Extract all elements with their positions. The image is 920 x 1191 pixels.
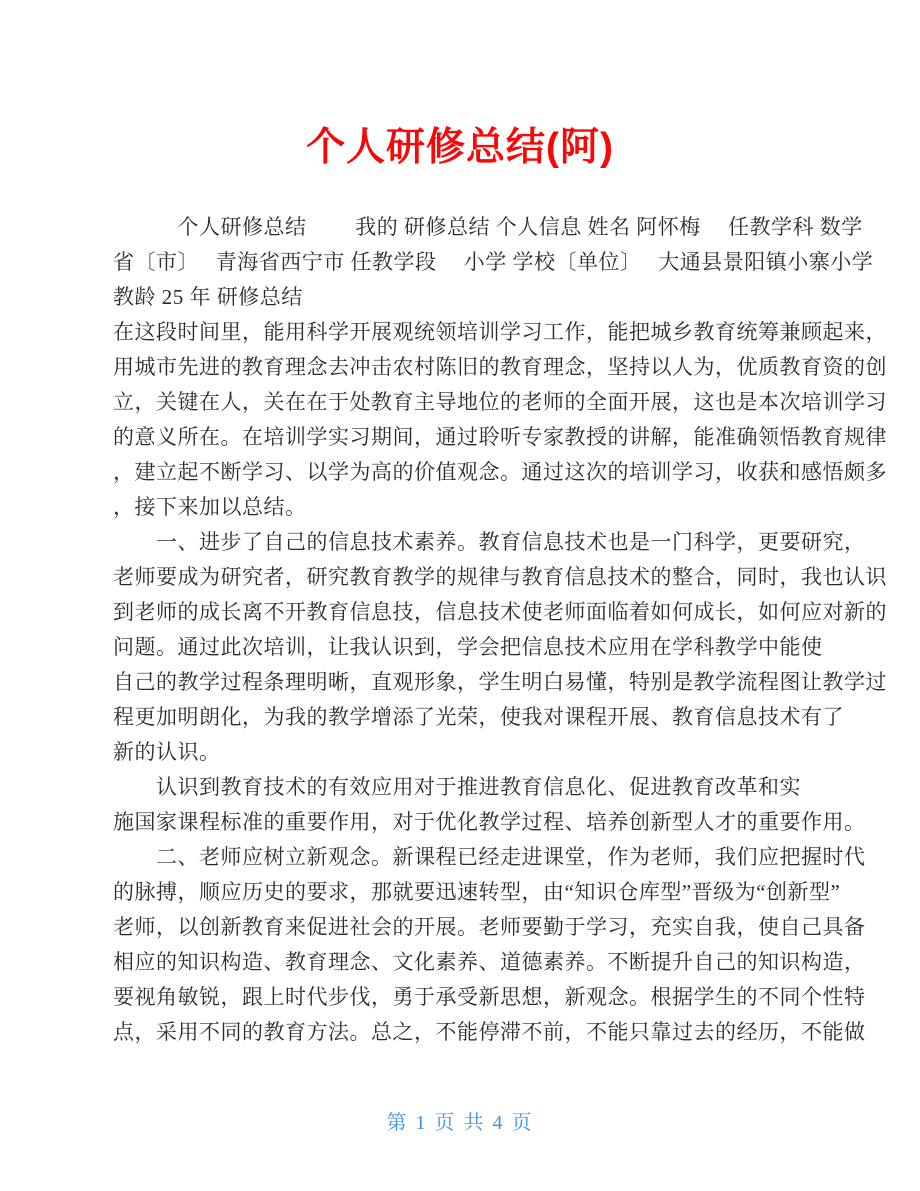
document-text-line: 一、进步了自己的信息技术素养。教育信息技术也是一门科学，更要研究， — [113, 530, 866, 554]
document-text-line: ，建立起不断学习、以学为高的价值观念。通过这次的培训学习，收获和感悟颇多 — [113, 460, 887, 484]
document-text-line: 到老师的成长离不开教育信息技，信息技术使老师面临着如何成长，如何应对新的 — [113, 600, 887, 624]
document-text-line: ，接下来加以总结。 — [113, 495, 307, 519]
document-text-line: 自己的教学过程条理明晰，直观形象，学生明白易懂，特别是教学流程图让教学过 — [113, 670, 887, 694]
document-title: 个人研修总结(阿) — [306, 126, 614, 169]
document-text-line: 省〔市〕 青海省西宁市 任教学段 小学 学校〔单位〕 大通县景阳镇小寨小学 — [113, 250, 874, 274]
document-text-line: 点，采用不同的教育方法。总之，不能停滞不前，不能只靠过去的经历，不能做 — [113, 1020, 866, 1044]
document-text-line: 施国家课程标准的重要作用，对于优化教学过程、培养创新型人才的重要作用。 — [113, 810, 866, 834]
document-text-line: 要视角敏锐，跟上时代步伐，勇于承受新思想，新观念。根据学生的不同个性特 — [113, 985, 866, 1009]
document-text-line: 程更加明朗化，为我的教学增添了光荣，使我对课程开展、教育信息技术有了 — [113, 705, 844, 729]
page-number-text: 第 1 页 共 4 页 — [386, 1112, 534, 1134]
document-text-line: 认识到教育技术的有效应用对于推进教育信息化、促进教育改革和实 — [113, 775, 801, 799]
document-text-line: 个人研修总结 我的 研修总结 个人信息 姓名 阿怀梅 任教学科 数学 — [113, 215, 863, 239]
document-body — [113, 210, 887, 1050]
document-text-line: 老师，以创新教育来促进社会的开展。老师要勤于学习，充实自我，使自己具备 — [113, 915, 866, 939]
document-text-line: 相应的知识构造、教育理念、文化素养、道德素养。不断提升自己的知识构造， — [113, 950, 866, 974]
document-text-line: 教龄 25 年 研修总结 — [113, 285, 303, 309]
document-text-line: 的脉搏，顺应历史的要求，那就要迅速转型，由“知识仓库型”晋级为“创新型” — [113, 880, 841, 904]
document-text-line: 在这段时间里，能用科学开展观统领培训学习工作，能把城乡教育统筹兼顾起来， — [113, 320, 887, 344]
document-text-line: 二、老师应树立新观念。新课程已经走进课堂，作为老师，我们应把握时代 — [113, 845, 866, 869]
document-text-line: 问题。通过此次培训，让我认识到，学会把信息技术应用在学科教学中能使 — [113, 635, 823, 659]
document-text-line: 的意义所在。在培训学实习期间，通过聆听专家教授的讲解，能准确领悟教育规律 — [113, 425, 887, 449]
document-text-line: 新的认识。 — [113, 740, 221, 764]
page-number-footer — [0, 1106, 920, 1135]
document-text-line: 老师要成为研究者，研究教育教学的规律与教育信息技术的整合，同时，我也认识 — [113, 565, 887, 589]
document-text-line: 用城市先进的教育理念去冲击农村陈旧的教育理念，坚持以人为，优质教育资的创 — [113, 355, 887, 379]
document-text-line: 立，关键在人，关在在于处教育主导地位的老师的全面开展，这也是本次培训学习 — [113, 390, 887, 414]
